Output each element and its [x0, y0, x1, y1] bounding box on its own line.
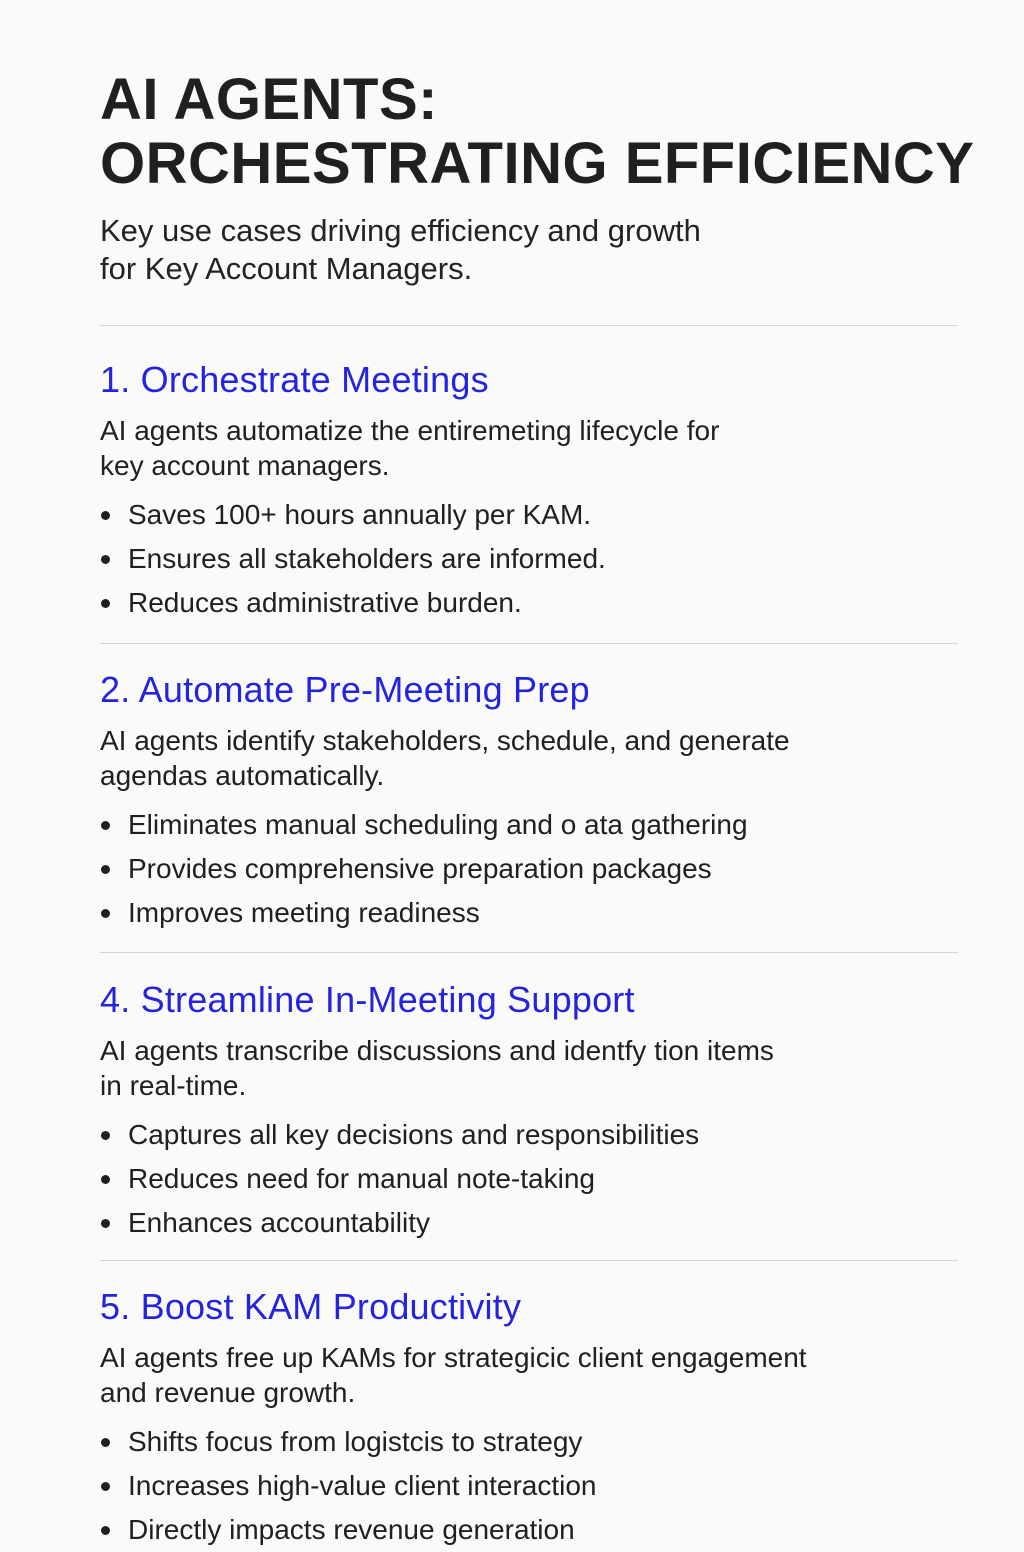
- bullet-dot-icon: [101, 1526, 110, 1535]
- bullet-item: [100, 1157, 960, 1201]
- description-line-2: in real-time.: [100, 1070, 247, 1101]
- bullet-list: [100, 493, 960, 625]
- section-description: [100, 1033, 960, 1103]
- section-orchestrate-meetings: [100, 360, 960, 625]
- description-line-1: AI agents free up KAMs for strategicic client engagement: [100, 1342, 807, 1373]
- bullet-dot-icon: [101, 909, 110, 918]
- bullet-text: Provides comprehensive preparation packages: [128, 853, 712, 884]
- subtitle-line-2: for Key Account Managers.: [100, 251, 473, 286]
- bullet-dot-icon: [101, 1438, 110, 1447]
- description-line-2: agendas automatically.: [100, 760, 385, 791]
- divider: [100, 1260, 958, 1261]
- bullet-text: Shifts focus from logistcis to strategy: [128, 1426, 583, 1457]
- description-line-2: and revenue growth.: [100, 1377, 356, 1408]
- bullet-dot-icon: [101, 555, 110, 564]
- bullet-list: [100, 1420, 960, 1552]
- divider: [100, 643, 958, 644]
- section-description: [100, 413, 960, 483]
- bullet-text: Improves meeting readiness: [128, 897, 480, 928]
- section-heading: 5. Boost KAM Productivity: [100, 1286, 522, 1327]
- section-streamline-in-meeting-support: [100, 980, 960, 1245]
- bullet-dot-icon: [101, 511, 110, 520]
- bullet-item: [100, 1420, 960, 1464]
- divider: [100, 325, 958, 326]
- bullet-list: [100, 1113, 960, 1245]
- page-subtitle: [100, 212, 860, 288]
- bullet-item: [100, 847, 960, 891]
- bullet-item: [100, 891, 960, 935]
- bullet-dot-icon: [101, 1482, 110, 1491]
- bullet-dot-icon: [101, 1131, 110, 1140]
- bullet-dot-icon: [101, 1175, 110, 1184]
- section-description: [100, 1340, 960, 1410]
- description-line-2: key account managers.: [100, 450, 390, 481]
- section-heading: 1. Orchestrate Meetings: [100, 359, 489, 400]
- bullet-dot-icon: [101, 1219, 110, 1228]
- title-line-1: AI AGENTS:: [100, 67, 438, 132]
- description-line-1: AI agents automatize the entiremeting lifecycle for: [100, 415, 720, 446]
- bullet-text: Saves 100+ hours annually per KAM.: [128, 499, 592, 530]
- bullet-dot-icon: [101, 821, 110, 830]
- divider: [100, 952, 958, 953]
- bullet-item: [100, 581, 960, 625]
- bullet-text: Enhances accountability: [128, 1207, 430, 1238]
- bullet-text: Ensures all stakeholders are informed.: [128, 543, 606, 574]
- bullet-dot-icon: [101, 865, 110, 874]
- bullet-dot-icon: [101, 599, 110, 608]
- bullet-text: Captures all key decisions and responsibilities: [128, 1119, 700, 1150]
- section-boost-kam-productivity: [100, 1287, 960, 1552]
- section-heading: 4. Streamline In-Meeting Support: [100, 979, 635, 1020]
- bullet-item: [100, 493, 960, 537]
- subtitle-line-1: Key use cases driving efficiency and growth: [100, 213, 701, 248]
- title-line-2: ORCHESTRATING EFFICIENCY: [100, 131, 975, 196]
- description-line-1: AI agents identify stakeholders, schedule, and generate: [100, 725, 790, 756]
- bullet-item: [100, 1464, 960, 1508]
- bullet-item: [100, 1508, 960, 1552]
- bullet-text: Directly impacts revenue generation: [128, 1514, 575, 1545]
- bullet-text: Reduces administrative burden.: [128, 587, 522, 618]
- page-title: [100, 68, 980, 196]
- bullet-item: [100, 1113, 960, 1157]
- section-description: [100, 723, 960, 793]
- bullet-text: Reduces need for manual note-taking: [128, 1163, 595, 1194]
- bullet-item: [100, 1201, 960, 1245]
- section-automate-pre-meeting-prep: [100, 670, 960, 935]
- bullet-item: [100, 537, 960, 581]
- bullet-text: Increases high-value client interaction: [128, 1470, 597, 1501]
- section-heading: 2. Automate Pre-Meeting Prep: [100, 669, 590, 710]
- bullet-list: [100, 803, 960, 935]
- description-line-1: AI agents transcribe discussions and identfy tion items: [100, 1035, 774, 1066]
- bullet-item: [100, 803, 960, 847]
- bullet-text: Eliminates manual scheduling and o ata gathering: [128, 809, 748, 840]
